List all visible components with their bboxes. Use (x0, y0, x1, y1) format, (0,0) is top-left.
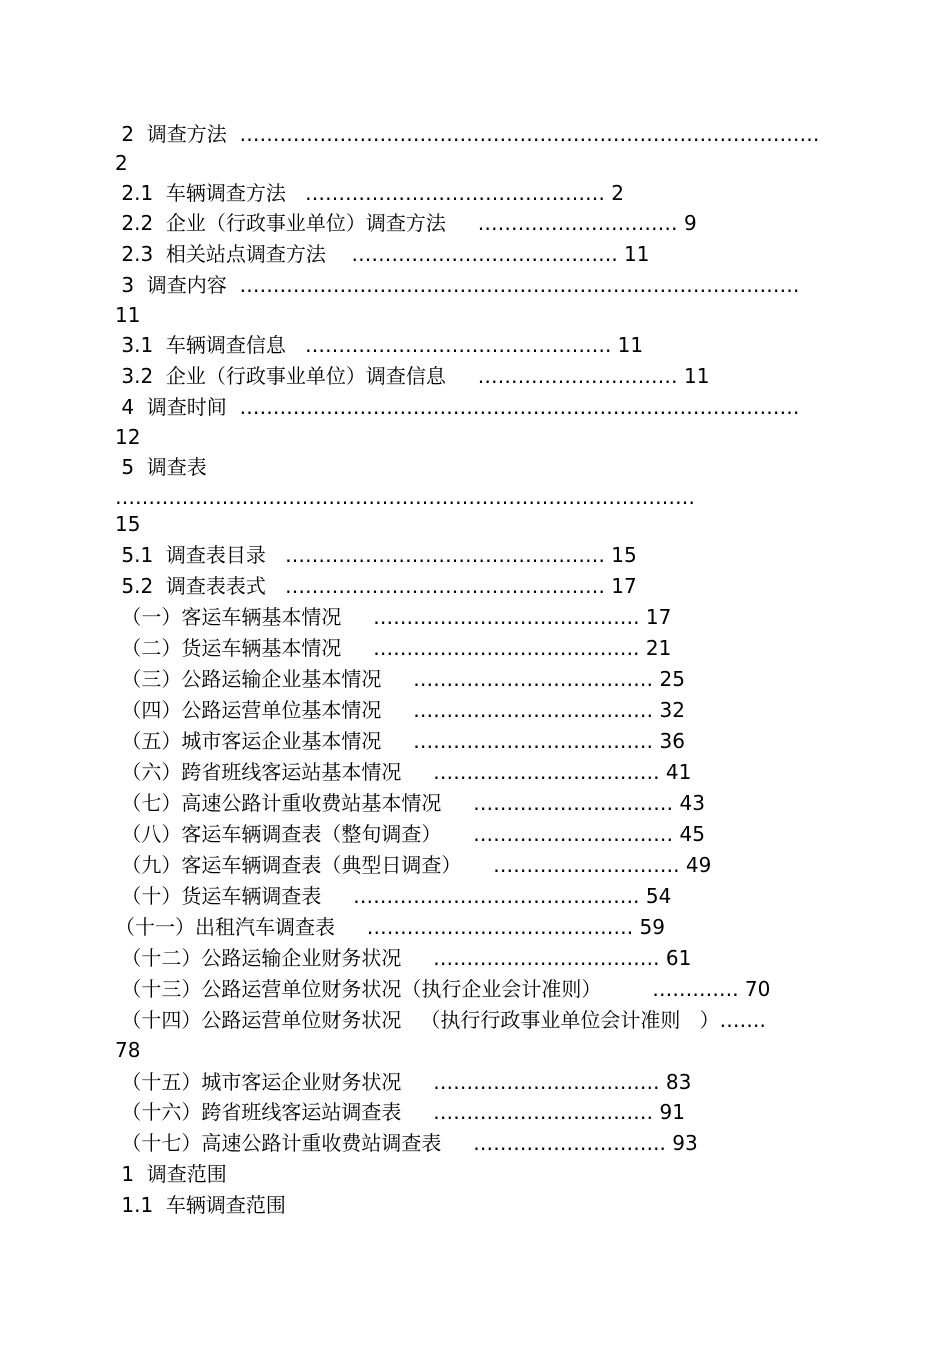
toc-page: 70 (738, 977, 771, 1001)
toc-leader: ……. (719, 1008, 766, 1032)
toc-leader: …………………………………. (366, 915, 634, 939)
toc-line (115, 1005, 766, 1035)
toc-line (115, 361, 709, 391)
toc-label: 5.1 调查表目录 (115, 543, 285, 567)
toc-line (115, 392, 800, 422)
toc-line (115, 300, 140, 330)
toc-leader: ……………………………… (413, 667, 654, 691)
toc-label: （十四）公路运营单位财务状况 （执行行政事业单位会计准则 ） (115, 1008, 720, 1032)
toc-leader: …………………………………. (373, 605, 640, 629)
toc-leader: ………………………………………………………………………… (239, 273, 800, 297)
toc-leader: ……………………………. (433, 760, 660, 784)
toc-label: 2.3 相关站点调查方法 (115, 242, 352, 266)
toc-leader: ……………………….. (473, 1131, 666, 1155)
toc-leader: …………………………………………………………………………… (239, 122, 820, 146)
toc-line (115, 509, 140, 539)
toc-line (115, 788, 705, 818)
toc-line (115, 422, 140, 452)
toc-line (115, 974, 770, 1004)
toc-label: （十七）高速公路计重收费站调查表 (115, 1131, 474, 1155)
toc-leader: ………………………………………………………………………… (239, 395, 800, 419)
toc-line (115, 726, 685, 756)
toc-label: 4 调查时间 (115, 395, 240, 419)
toc-line (115, 571, 637, 601)
section-heading (115, 1159, 227, 1189)
toc-leader: ………………………… (473, 791, 674, 815)
toc-label: （三）公路运输企业基本情况 (115, 667, 414, 691)
toc-leader: ……………………………… (413, 729, 654, 753)
toc-line (115, 119, 820, 149)
toc-page: 12 (115, 425, 141, 449)
toc-label: （十六）跨省班线客运站调查表 (115, 1100, 434, 1124)
section-heading (115, 1190, 286, 1220)
toc-line (115, 270, 800, 300)
toc-page: 91 (653, 1100, 685, 1124)
toc-line (115, 695, 685, 725)
toc-page: 15 (604, 543, 637, 567)
toc-page: 9 (677, 211, 697, 235)
toc-leader: ………………………………………… (284, 574, 605, 598)
toc-label: （十）货运车辆调查表 (115, 884, 354, 908)
toc-line (115, 540, 637, 570)
toc-leader: ………………………. (493, 853, 680, 877)
toc-label: （十五）城市客运企业财务状况 (115, 1070, 434, 1094)
toc-label: （一）客运车辆基本情况 (115, 605, 374, 629)
toc-page: 15 (115, 512, 141, 536)
toc-line (115, 452, 207, 482)
toc-label: （十一）出租汽车调查表 (115, 915, 367, 939)
heading-label: 1 调查范围 (115, 1162, 227, 1186)
toc-line (115, 819, 705, 849)
toc-label: （十三）公路运营单位财务状况（执行企业会计准则） (115, 977, 653, 1001)
toc-line (115, 208, 697, 238)
toc-page: 17 (639, 605, 672, 629)
toc-leader: ………………………… (473, 822, 674, 846)
toc-label: 3.1 车辆调查信息 (115, 333, 305, 357)
toc-line (115, 943, 691, 973)
toc-page: 17 (604, 574, 637, 598)
toc-page: 43 (673, 791, 705, 815)
toc-line (115, 148, 128, 178)
toc-leader: …………………………… (433, 1100, 654, 1124)
toc-leader: …………………………………. (351, 242, 618, 266)
toc-page: 59 (633, 915, 665, 939)
toc-page: 11 (611, 333, 644, 357)
toc-leader: ………………………………………. (304, 333, 612, 357)
toc-line (115, 633, 671, 663)
toc-label: 3 调查内容 (115, 273, 240, 297)
toc-page: 2 (604, 181, 625, 205)
toc-leader: ………………………… (477, 364, 678, 388)
toc-label: 5 调查表 (115, 455, 207, 479)
toc-page: 11 (617, 242, 650, 266)
toc-label: （五）城市客运企业基本情况 (115, 729, 414, 753)
toc-page: 54 (639, 884, 672, 908)
toc-line (115, 757, 691, 787)
toc-line (115, 482, 695, 512)
toc-page: 93 (665, 1131, 698, 1155)
toc-label: （十二）公路运输企业财务状况 (115, 946, 434, 970)
toc-leader: ………………………… (477, 211, 678, 235)
toc-leader: …………. (652, 977, 739, 1001)
toc-label: （七）高速公路计重收费站基本情况 (115, 791, 474, 815)
toc-page: 11 (677, 364, 710, 388)
toc-leader: ……………………………. (433, 1070, 660, 1094)
toc-line (115, 1035, 140, 1065)
toc-leader: ……………………………………. (353, 884, 640, 908)
toc-label: 3.2 企业（行政事业单位）调查信息 (115, 364, 478, 388)
toc-leader: ……………………………… (413, 698, 654, 722)
toc-leader: ………………………………………… (284, 543, 605, 567)
toc-page: 25 (653, 667, 685, 691)
toc-leader: ……………………………. (433, 946, 660, 970)
toc-label: （九）客运车辆调查表（典型日调查） (115, 853, 494, 877)
toc-line (115, 178, 624, 208)
toc-line (115, 912, 665, 942)
toc-line (115, 1128, 698, 1158)
toc-page: 32 (653, 698, 685, 722)
toc-page: 41 (659, 760, 692, 784)
toc-page: 45 (673, 822, 705, 846)
toc-line (115, 1097, 685, 1127)
toc-page: 49 (679, 853, 712, 877)
toc-line (115, 664, 685, 694)
toc-label: （二）货运车辆基本情况 (115, 636, 374, 660)
toc-label: 2.2 企业（行政事业单位）调查方法 (115, 211, 478, 235)
toc-page: 61 (659, 946, 692, 970)
toc-line (115, 1067, 691, 1097)
toc-label: （四）公路运营单位基本情况 (115, 698, 414, 722)
toc-leader: ……………………………………… (304, 181, 605, 205)
toc-label: （六）跨省班线客运站基本情况 (115, 760, 434, 784)
toc-label: 5.2 调查表表式 (115, 574, 285, 598)
toc-line (115, 330, 643, 360)
toc-page: 11 (115, 303, 141, 327)
toc-label: 2 调查方法 (115, 122, 240, 146)
toc-line (115, 239, 649, 269)
toc-page: 36 (653, 729, 685, 753)
toc-label: 2.1 车辆调查方法 (115, 181, 305, 205)
toc-leader: …………………………………………………………………………… (115, 485, 695, 509)
toc-page: 78 (115, 1038, 141, 1062)
toc-label: （八）客运车辆调查表（整旬调查） (115, 822, 474, 846)
toc-line (115, 881, 671, 911)
toc-page: 2 (115, 151, 128, 175)
toc-page: 83 (659, 1070, 692, 1094)
toc-line (115, 850, 711, 880)
toc-line (115, 602, 671, 632)
toc-page: 21 (639, 636, 672, 660)
heading-label: 1.1 车辆调查范围 (115, 1193, 286, 1217)
toc-leader: …………………………………. (373, 636, 640, 660)
